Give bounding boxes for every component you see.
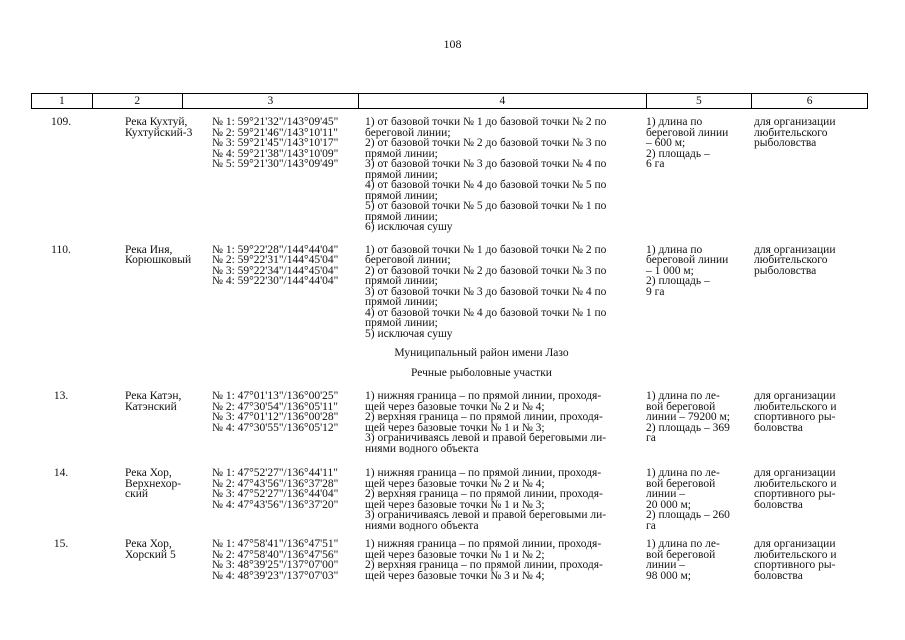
- boundary-description-line: 6) исключая сушу: [365, 221, 453, 233]
- base-point-coordinates-line: № 4: 59°22'30"/144°44'04": [212, 275, 339, 287]
- water-body-name-line: Корюшковый: [125, 254, 192, 266]
- boundary-description: [358, 117, 646, 233]
- usage-purpose-line: любительского и: [754, 477, 837, 490]
- area-size-line: 1) длина по: [646, 243, 703, 256]
- base-point-coordinates-line: № 3: 59°21'45"/143°10'17": [212, 137, 339, 149]
- row-number: 14.: [53, 467, 69, 479]
- base-point-coordinates-line: № 4: 47°30'55"/136°05'12": [212, 421, 339, 434]
- boundary-description-line: ниями водного объекта: [365, 442, 479, 455]
- water-body-name-line: Кухтуйский-3: [125, 126, 193, 139]
- water-body-name: [91, 539, 181, 581]
- water-body-name-line: ский: [125, 488, 148, 500]
- usage-purpose: [752, 245, 868, 340]
- water-body-name: [91, 243, 192, 340]
- area-size: [646, 117, 752, 233]
- boundary-description-line: 4) от базовой точки № 4 до базовой точки № 5 по: [365, 179, 607, 191]
- base-point-coordinates-line: № 5: 59°21'30"/143°09'49": [212, 158, 339, 170]
- usage-purpose-line: для организации: [754, 538, 836, 550]
- row-number: 109.: [50, 116, 72, 128]
- boundary-description-line: 2) верхняя граница – по прямой линии, проходя-: [365, 559, 603, 571]
- boundary-description-line: прямой линии;: [365, 275, 438, 287]
- section-title: Речные рыболовные участки: [411, 367, 552, 379]
- boundary-description-line: прямой линии;: [365, 189, 438, 202]
- table-header: [31, 93, 868, 109]
- area-size-line: га: [646, 519, 656, 532]
- water-body-name-line: Верхнехор-: [125, 477, 182, 490]
- area-size-line: 1) длина по ле-: [646, 467, 720, 479]
- area-size-line: линии – 79200 м;: [646, 411, 730, 423]
- water-body-name: [91, 116, 193, 233]
- usage-purpose-line: любительского и: [754, 400, 837, 413]
- water-body-name: [91, 468, 181, 531]
- base-point-coordinates-line: № 2: 59°22'31"/144°45'04": [212, 254, 339, 266]
- water-body-name: [91, 391, 181, 454]
- water-body-name-line: Река Хор,: [125, 467, 172, 479]
- base-point-coordinates-line: № 2: 47°43'56"/136°37'28": [212, 477, 339, 490]
- base-point-coordinates-line: № 1: 59°21'32"/143°09'45": [212, 116, 339, 128]
- water-body-name-line: Река Иня,: [125, 243, 173, 256]
- page-number: 108: [443, 37, 462, 51]
- table-body: [31, 117, 868, 581]
- usage-purpose-line: боловства: [754, 569, 803, 582]
- usage-purpose-line: спортивного ры-: [754, 559, 836, 571]
- table-row: [31, 245, 868, 340]
- base-point-coordinates-line: № 4: 48°39'23"/137°07'03": [212, 569, 339, 582]
- usage-purpose-line: любительского: [754, 254, 828, 266]
- boundary-description-line: 3) ограничиваясь левой и правой береговыми ли-: [365, 509, 607, 521]
- area-size: [646, 245, 752, 340]
- header-col-2: 2: [92, 94, 182, 108]
- boundary-description-line: щей через базовые точки № 3 и № 4;: [365, 569, 545, 582]
- boundary-description-line: 2) от базовой точки № 2 до базовой точки № 3 по: [365, 264, 607, 277]
- table-row: [31, 391, 868, 454]
- water-body-name-line: Река Хор,: [125, 538, 172, 550]
- usage-purpose-line: для организации: [754, 243, 836, 256]
- base-point-coordinates-line: № 2: 59°21'46"/143°10'11": [212, 126, 338, 139]
- usage-purpose-line: для организации: [754, 390, 836, 402]
- usage-purpose-line: спортивного ры-: [754, 488, 836, 500]
- boundary-description-line: береговой линии;: [365, 254, 451, 266]
- header-col-6: 6: [751, 94, 867, 108]
- base-point-coordinates: [181, 117, 358, 233]
- area-size-line: линии –: [646, 559, 685, 571]
- boundary-description-line: 1) нижняя граница – по прямой линии, проходя-: [365, 467, 602, 479]
- area-size-line: 2) площадь – 260: [646, 509, 730, 521]
- boundary-description-line: 4) от базовой точки № 4 до базовой точки № 1 по: [365, 306, 607, 319]
- usage-purpose-line: спортивного ры-: [754, 411, 836, 423]
- area-size-line: вой береговой: [646, 477, 716, 490]
- boundary-description-line: 5) от базовой точки № 5 до базовой точки № 1 по: [365, 200, 607, 212]
- usage-purpose-line: рыболовства: [754, 137, 817, 149]
- area-size-line: линии –: [646, 488, 685, 500]
- area-size: [646, 391, 752, 454]
- boundary-description: [358, 391, 646, 454]
- boundary-description-line: прямой линии;: [365, 210, 438, 223]
- boundary-description-line: 1) нижняя граница – по прямой линии, проходя-: [365, 390, 602, 402]
- usage-purpose: [752, 391, 868, 454]
- base-point-coordinates-line: № 3: 48°39'25"/137°07'00": [212, 559, 339, 571]
- area-size-line: 1) длина по ле-: [646, 538, 720, 550]
- base-point-coordinates-line: № 1: 59°22'28"/144°44'04": [212, 243, 339, 256]
- usage-purpose-line: для организации: [754, 116, 836, 128]
- base-point-coordinates-line: № 3: 47°01'12"/136°00'28": [212, 411, 339, 423]
- area-size-line: 9 га: [646, 285, 665, 298]
- base-point-coordinates-line: № 1: 47°58'41"/136°47'51": [212, 538, 339, 550]
- base-point-coordinates-line: № 4: 59°21'38"/143°10'09": [212, 147, 339, 160]
- boundary-description-line: береговой линии;: [365, 126, 451, 139]
- area-size-line: 2) площадь – 369: [646, 421, 730, 434]
- area-size-line: – 600 м;: [646, 137, 686, 149]
- area-size: [646, 539, 752, 581]
- header-col-5: 5: [646, 94, 752, 108]
- area-size-line: га: [646, 432, 656, 444]
- boundary-description-line: щей через базовые точки № 2 и № 4;: [365, 477, 545, 490]
- usage-purpose-line: боловства: [754, 421, 803, 434]
- area-size-line: вой береговой: [646, 548, 716, 561]
- area-size-line: вой береговой: [646, 400, 716, 413]
- area-size-line: 1) длина по ле-: [646, 390, 720, 402]
- table-row: [31, 468, 868, 531]
- base-point-coordinates: [181, 539, 358, 581]
- area-size-line: береговой линии: [646, 126, 729, 139]
- boundary-description-line: ниями водного объекта: [365, 519, 479, 532]
- area-size: [646, 468, 752, 531]
- table-row: [31, 117, 868, 233]
- area-size-line: 2) площадь –: [646, 275, 710, 287]
- base-point-coordinates-line: № 3: 47°52'27"/136°44'04": [212, 488, 339, 500]
- area-size-line: 20 000 м;: [646, 498, 691, 511]
- area-size-line: 1) длина по: [646, 116, 703, 128]
- boundary-description-line: 1) от базовой точки № 1 до базовой точки № 2 по: [365, 116, 607, 128]
- base-point-coordinates: [181, 245, 358, 340]
- area-size-line: береговой линии: [646, 254, 729, 266]
- boundary-description-line: 1) от базовой точки № 1 до базовой точки № 2 по: [365, 243, 607, 256]
- usage-purpose: [752, 539, 868, 581]
- water-body-name-line: Катэнский: [125, 400, 177, 413]
- water-body-name-line: Река Катэн,: [125, 390, 182, 402]
- area-size-line: 98 000 м;: [646, 569, 691, 582]
- base-point-coordinates-line: № 2: 47°58'40"/136°47'56": [212, 548, 339, 561]
- header-col-3: 3: [182, 94, 359, 108]
- area-size-line: 2) площадь –: [646, 147, 710, 160]
- area-size-line: – 1 000 м;: [646, 264, 694, 277]
- boundary-description-line: 2) верхняя граница – по прямой линии, проходя-: [365, 488, 603, 500]
- boundary-description: [358, 245, 646, 340]
- usage-purpose-line: любительского: [754, 126, 828, 139]
- water-body-name-line: Хорский 5: [125, 548, 176, 561]
- base-point-coordinates-line: № 1: 47°01'13"/136°00'25": [212, 390, 339, 402]
- row-number: 13.: [53, 390, 69, 402]
- boundary-description-line: прямой линии;: [365, 317, 438, 329]
- boundary-description-line: щей через базовые точки № 1 и № 2;: [365, 548, 545, 561]
- base-point-coordinates: [181, 391, 358, 454]
- base-point-coordinates-line: № 4: 47°43'56"/136°37'20": [212, 498, 339, 511]
- boundary-description-line: щей через базовые точки № 1 и № 3;: [365, 421, 545, 434]
- boundary-description-line: прямой линии;: [365, 168, 438, 181]
- water-body-name-line: Река Кухтуй,: [125, 116, 188, 128]
- header-col-4: 4: [358, 94, 645, 108]
- boundary-description-line: щей через базовые точки № 1 и № 3;: [365, 498, 545, 511]
- base-point-coordinates-line: № 3: 59°22'34"/144°45'04": [212, 264, 339, 277]
- boundary-description-line: 3) от базовой точки № 3 до базовой точки № 4 по: [365, 158, 607, 170]
- area-size-line: 6 га: [646, 158, 665, 170]
- usage-purpose: [752, 468, 868, 531]
- usage-purpose-line: для организации: [754, 467, 836, 479]
- boundary-description: [358, 468, 646, 531]
- boundary-description-line: прямой линии;: [365, 296, 438, 308]
- usage-purpose-line: любительского и: [754, 548, 837, 561]
- boundary-description-line: 3) от базовой точки № 3 до базовой точки № 4 по: [365, 285, 607, 298]
- boundary-description-line: 5) исключая сушу: [365, 327, 453, 340]
- boundary-description-line: 3) ограничиваясь левой и правой береговыми ли-: [365, 432, 607, 444]
- header-col-1: 1: [59, 95, 65, 107]
- boundary-description-line: 2) от базовой точки № 2 до базовой точки № 3 по: [365, 137, 607, 149]
- usage-purpose-line: рыболовства: [754, 264, 817, 277]
- boundary-description-line: щей через базовые точки № 2 и № 4;: [365, 400, 545, 413]
- district-title: Муниципальный район имени Лазо: [394, 347, 569, 359]
- boundary-description-line: 1) нижняя граница – по прямой линии, проходя-: [365, 538, 602, 550]
- base-point-coordinates-line: № 1: 47°52'27"/136°44'11": [212, 467, 338, 479]
- boundary-description: [358, 539, 646, 581]
- row-number: 110.: [51, 243, 71, 256]
- table-row: [31, 539, 868, 581]
- base-point-coordinates-line: № 2: 47°30'54"/136°05'11": [212, 400, 338, 413]
- usage-purpose-line: боловства: [754, 498, 803, 511]
- boundary-description-line: 2) верхняя граница – по прямой линии, проходя-: [365, 411, 603, 423]
- row-number: 15.: [53, 538, 69, 550]
- boundary-description-line: прямой линии;: [365, 147, 438, 160]
- base-point-coordinates: [181, 468, 358, 531]
- usage-purpose: [752, 117, 868, 233]
